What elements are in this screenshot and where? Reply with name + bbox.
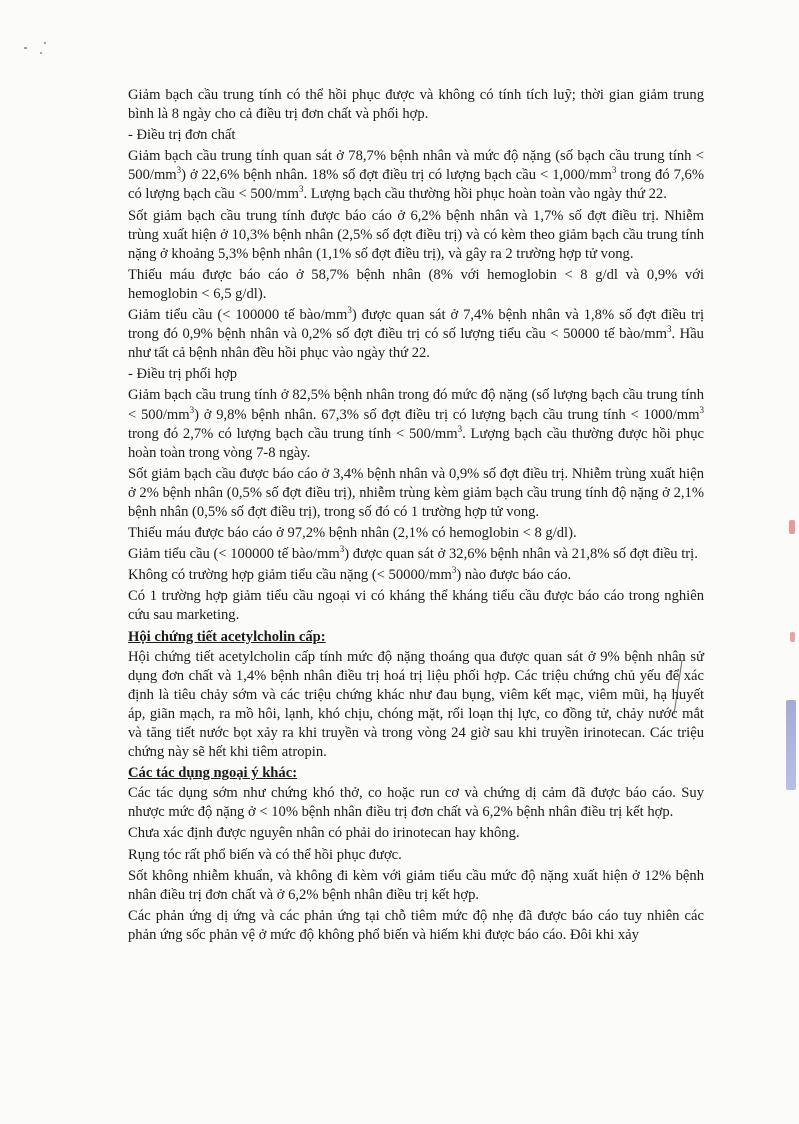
paragraph [128, 545, 704, 564]
text-run: Hội chứng tiết acetylcholin cấp tính mức độ nặng thoáng qua được quan sát ở 9% bệnh nhân sử dụng đơn chất và 1,4% bệnh nhân điều trị hoá trị liệu phối hợp. Các triệu chứng chủ yếu để xác định là tiêu chảy sớm và các triệu chứng khác như đau bụng, viêm kết mạc, viêm mũi, hạ huyết áp, giãn mạch, ra mồ hôi, lạnh, khó chịu, chóng mặt, rối loạn thị lực, co đồng tử, chảy nước mắt và tăng tiết nước bọt xảy ra khi truyền và trong vòng 24 giờ sau khi truyền irinotecan. Các triệu chứng này sẽ hết khi tiêm atropin. [128, 648, 704, 761]
paragraph [128, 907, 704, 945]
superscript: 3 [176, 165, 182, 176]
superscript: 3 [699, 404, 704, 415]
paragraph [128, 867, 704, 905]
text-run: ) nào được báo cáo. [456, 567, 572, 584]
text-run: Giảm bạch cầu trung tính có thể hồi phục được và không có tính tích luỹ; thời gian giảm trung bình là 8 ngày cho cả điều trị đơn chất và phối hợp. [128, 87, 704, 123]
text-run: ) ở 22,6% bệnh nhân. 18% số đợt điều trị có lượng bạch cầu < 1,000/mm [181, 167, 612, 184]
text-run: Giảm tiểu cầu (< 100000 tế bào/mm [128, 546, 340, 563]
text-run: Thiếu máu được báo cáo ở 97,2% bệnh nhân (2,1% có hemoglobin < 8 g/dl). [128, 525, 577, 542]
superscript: 3 [347, 305, 352, 316]
text-run: Giảm bạch cầu trung tính ở 82,5% bệnh nhân trong đó mức độ nặng (số lượng bạch cầu trung tính < 500/mm [128, 387, 704, 423]
text-run: ) được quan sát ở 32,6% bệnh nhân và 21,8% số đợt điều trị. [344, 546, 698, 563]
text-run: Hội chứng tiết acetylcholin cấp: [128, 628, 326, 645]
superscript: 3 [339, 544, 345, 555]
text-run: Sốt không nhiễm khuẩn, và không đi kèm với giảm tiểu cầu mức độ nặng xuất hiện ở 12% bệnh nhân điều trị đơn chất và ở 6,2% bệnh nhân điều trị kết hợp. [128, 867, 704, 903]
paragraph [128, 648, 704, 763]
paragraph [128, 386, 704, 462]
text-run: Giảm bạch cầu trung tính quan sát ở 78,7% bệnh nhân và mức độ nặng (số bạch cầu trung tính < 500/mm [128, 148, 704, 184]
paragraph [128, 465, 704, 522]
paragraph [128, 147, 704, 204]
scan-speck [24, 47, 27, 49]
paragraph [128, 824, 704, 843]
paragraph [128, 365, 704, 384]
text-run: Các phản ứng dị ứng và các phản ứng tại chỗ tiêm mức độ nhẹ đã được báo cáo tuy nhiên các phản ứng sốc phản vệ ở mức độ không phổ biến và hiếm khi được báo cáo. Đôi khi xảy [128, 907, 704, 943]
stamp-edge-mark [786, 700, 796, 790]
superscript: 3 [611, 165, 617, 176]
text-run: Sốt giảm bạch cầu trung tính được báo cáo ở 6,2% bệnh nhân và 1,7% số đợt điều trị. Nhiễm trùng xuất hiện ở 10,3% bệnh nhân (2,5% số đợt điều trị) và có kèm theo giảm bạch cầu trung tính nặng ở khoảng 5,3% bệnh nhân (1,1% số đợt điều trị), và gây ra 2 trường hợp tử vong. [128, 207, 704, 262]
text-run: Chưa xác định được nguyên nhân có phải do irinotecan hay không. [128, 825, 520, 842]
stamp-edge-mark [790, 632, 795, 642]
text-run: Sốt giảm bạch cầu được báo cáo ở 3,4% bệnh nhân và 0,9% số đợt điều trị. Nhiễm trùng xuất hiện ở 2% bệnh nhân (0,5% số đợt điều trị), nhiễm trùng kèm giảm bạch cầu trung tính độ nặng ở 2,1% bệnh nhân (0,5% số đợt điều trị), trong số đó có 1 trường hợp tử vong. [128, 465, 704, 520]
paragraph [128, 86, 704, 124]
text-run: Thiếu máu được báo cáo ở 58,7% bệnh nhân (8% với hemoglobin < 8 g/dl và 0,9% với hemoglobin < 6,5 g/dl). [128, 266, 704, 302]
paragraph [128, 266, 704, 304]
superscript: 3 [667, 324, 672, 335]
superscript: 3 [457, 423, 463, 434]
paragraph [128, 524, 704, 543]
superscript: 3 [189, 404, 195, 415]
text-run: . Lượng bạch cầu thường được hồi phục hoàn toàn trong vòng 7-8 ngày. [128, 425, 704, 461]
superscript: 3 [451, 565, 457, 576]
text-run: - Điều trị phối hợp [128, 366, 238, 383]
text-run: Các tác dụng ngoại ý khác: [128, 765, 298, 782]
text-run: - Điều trị đơn chất [128, 127, 236, 144]
text-run: Có 1 trường hợp giảm tiểu cầu ngoại vi có kháng thể kháng tiểu cầu được báo cáo trong nghiên cứu sau marketing. [128, 588, 704, 624]
text-run: Rụng tóc rất phổ biến và có thể hồi phục được. [128, 846, 402, 863]
section-heading [128, 764, 704, 783]
stamp-edge-mark [789, 520, 795, 534]
paragraph [128, 566, 704, 585]
paragraph [128, 784, 704, 822]
paragraph [128, 207, 704, 264]
text-run: . Hầu như tất cả bệnh nhân đều hồi phục vào ngày thứ 22. [128, 326, 704, 362]
text-run: trong đó 2,7% có lượng bạch cầu trung tính < 500/mm [128, 425, 458, 442]
text-run: Các tác dụng sớm như chứng khó thở, co hoặc run cơ và chứng dị cảm đã được báo cáo. Suy nhược mức độ nặng ở < 10% bệnh nhân điều trị đơn chất và 6,2% bệnh nhân điều trị kết hợp. [128, 785, 704, 821]
text-run: Không có trường hợp giảm tiểu cầu nặng (< 50000/mm [128, 567, 452, 584]
paragraph [128, 306, 704, 363]
text-run: ) ở 9,8% bệnh nhân. 67,3% số đợt điều trị có lượng bạch cầu trung tính < 1000/mm [194, 406, 700, 423]
section-heading [128, 628, 704, 647]
document-page [128, 86, 704, 947]
text-run: trong đó 7,6% có lượng bạch cầu < 500/mm [128, 167, 704, 203]
paragraph [128, 126, 704, 145]
superscript: 3 [298, 184, 304, 195]
scan-speck [44, 42, 46, 44]
paragraph [128, 846, 704, 865]
text-run: ) được quan sát ở 7,4% bệnh nhân và 1,8% số đợt điều trị trong đó 0,9% bệnh nhân và 0,2% số đợt điều trị có số lượng tiểu cầu < 50000 tế bào/mm [128, 307, 705, 343]
text-run: Giảm tiểu cầu (< 100000 tế bào/mm [128, 307, 348, 324]
paragraph [128, 587, 704, 625]
scan-speck [40, 52, 42, 54]
text-run: . Lượng bạch cầu thường hồi phục hoàn toàn vào ngày thứ 22. [303, 186, 667, 203]
